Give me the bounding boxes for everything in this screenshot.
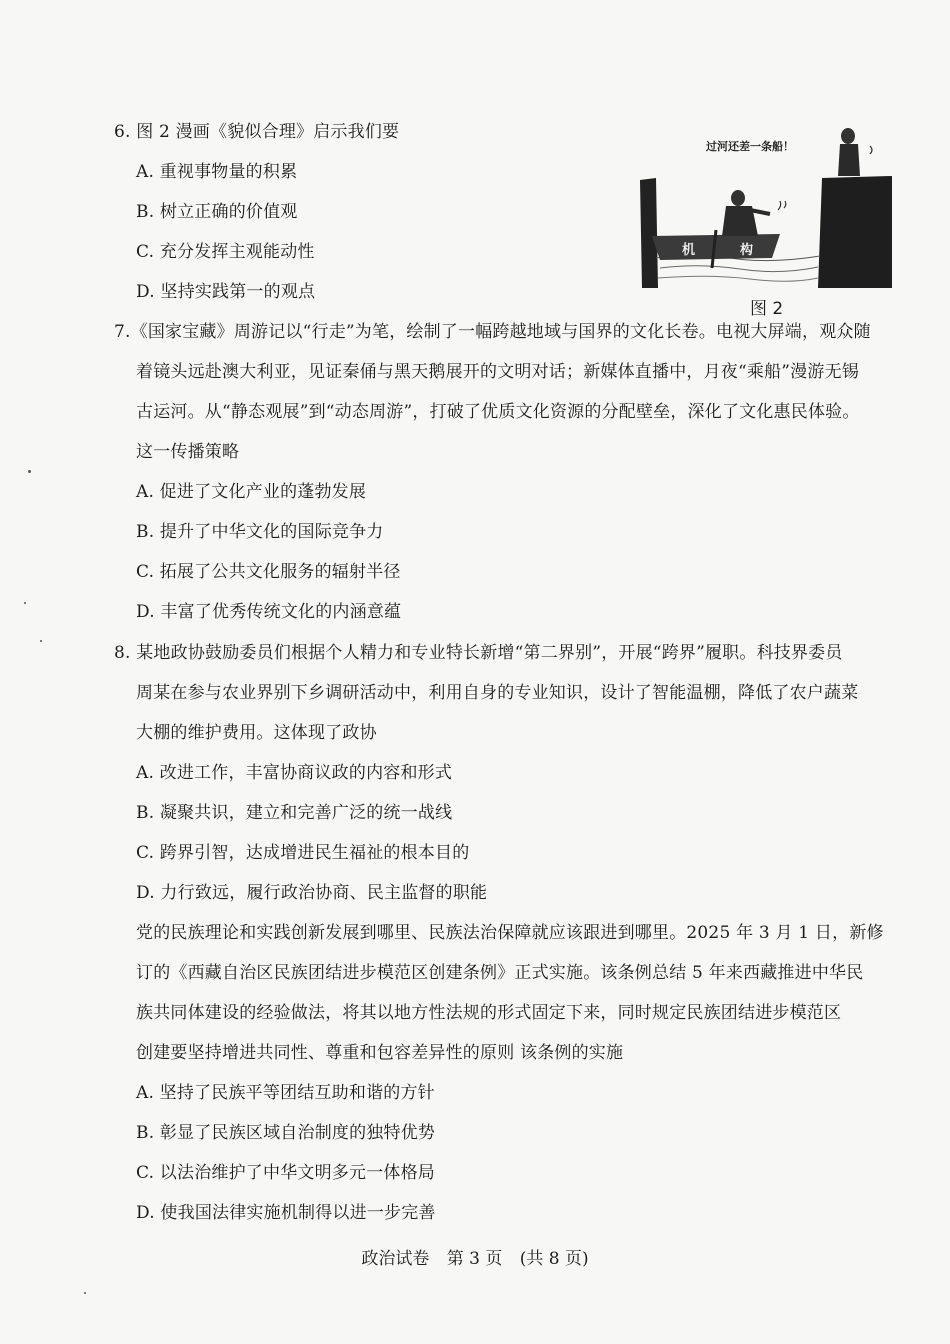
q6-option-c: C. 充分发挥主观能动性 — [136, 242, 315, 262]
page-footer — [0, 1248, 950, 1270]
q8-line-1: 8. 某地政协鼓励委员们根据个人精力和专业特长新增“第二界别”，开展“跨界”履职。科技界委员 — [114, 643, 843, 663]
q8-option-a: A. 改进工作，丰富协商议政的内容和形式 — [136, 763, 453, 783]
q8-option-c: C. 跨界引智，达成增进民生福祉的根本目的 — [136, 843, 470, 863]
q6-option-a: A. 重视事物量的积累 — [136, 162, 298, 182]
q7-line-4: 这一传播策略 — [136, 442, 240, 462]
q9-line-3: 族共同体建设的经验做法，将其以地方性法规的形式固定下来，同时规定民族团结进步模范区 — [136, 1003, 842, 1023]
q9-option-a: A. 坚持了民族平等团结互助和谐的方针 — [136, 1083, 435, 1103]
q8-line-2: 周某在参与农业界别下乡调研活动中，利用自身的专业知识，设计了智能温棚，降低了农户蔬菜 — [136, 683, 859, 703]
scan-speck — [84, 1292, 86, 1294]
cartoon-figure — [630, 118, 900, 318]
q7-line-3: 古运河。从“静态观展”到“动态周游”，打破了优质文化资源的分配壁垒，深化了文化惠民体验。 — [136, 402, 860, 422]
q7-line-1: 7.《国家宝藏》周游记以“行走”为笔，绘制了一幅跨越地域与国界的文化长卷。电视大屏端，观众随 — [114, 322, 871, 342]
q6-stem: 6. 图 2 漫画《貌似合理》启示我们要 — [114, 122, 400, 142]
q9-line-2: 订的《西藏自治区民族团结进步模范区创建条例》正式实施。该条例总结 5 年来西藏推进中华民 — [136, 963, 864, 983]
figure-caption: 图 2 — [750, 299, 784, 319]
q9-option-d: D. 使我国法律实施机制得以进一步完善 — [136, 1203, 436, 1223]
q9-line-1: 党的民族理论和实践创新发展到哪里、民族法治保障就应该跟进到哪里。2025 年 3 月 1 日，新修 — [136, 923, 884, 943]
q9-option-c: C. 以法治维护了中华文明多元一体格局 — [136, 1163, 436, 1183]
q6-option-d: D. 坚持实践第一的观点 — [136, 282, 316, 302]
footer-page-number: 第 3 页 — [446, 1249, 503, 1269]
q8-option-b: B. 凝聚共识，建立和完善广泛的统一战线 — [136, 803, 453, 823]
q7-line-2: 着镜头远赴澳大利亚，见证秦俑与黑天鹅展开的文明对话；新媒体直播中，月夜“乘船”漫游无锡 — [136, 362, 859, 382]
scan-speck — [24, 602, 26, 604]
speech-bubble-text: 过河还差一条船！ — [706, 140, 794, 153]
q6-option-b: B. 树立正确的价值观 — [136, 202, 298, 222]
scan-speck — [28, 470, 31, 473]
q7-option-c: C. 拓展了公共文化服务的辐射半径 — [136, 562, 401, 582]
boat-label-right: 构 — [740, 243, 754, 258]
q8-line-3: 大棚的维护费用。这体现了政协 — [136, 723, 377, 743]
q7-option-a: A. 促进了文化产业的蓬勃发展 — [136, 482, 367, 502]
q7-option-d: D. 丰富了优秀传统文化的内涵意蕴 — [136, 602, 402, 622]
scan-speck — [40, 640, 42, 642]
footer-total-pages: (共 8 页) — [519, 1249, 589, 1269]
boat-label-left: 机 — [682, 243, 696, 258]
footer-subject: 政治试卷 — [361, 1249, 430, 1269]
q7-option-b: B. 提升了中华文化的国际竞争力 — [136, 522, 384, 542]
q9-option-b: B. 彰显了民族区域自治制度的独特优势 — [136, 1123, 436, 1143]
q9-line-4: 创建要坚持增进共同性、尊重和包容差异性的原则 该条例的实施 — [136, 1043, 624, 1063]
q8-option-d: D. 力行致远，履行政治协商、民主监督的职能 — [136, 883, 488, 903]
